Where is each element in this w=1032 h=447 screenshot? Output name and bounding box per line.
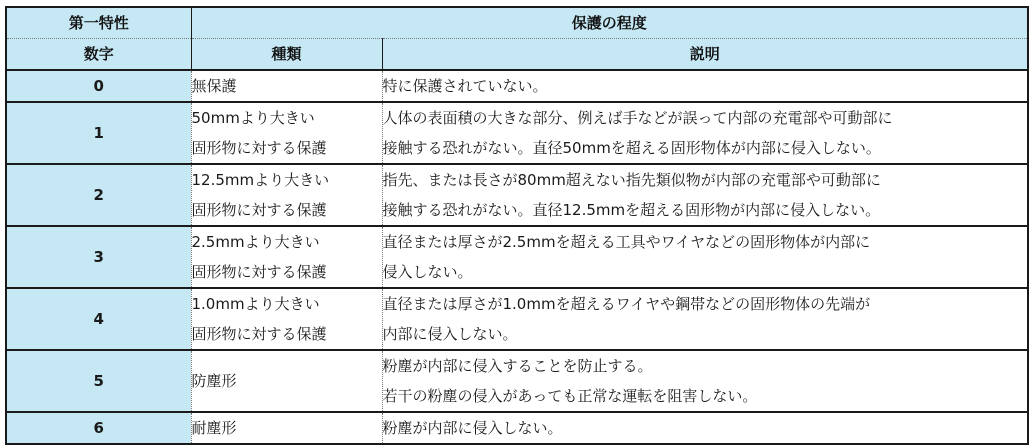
- digit-cell: 5: [6, 350, 191, 412]
- kind-text: 1.0mmより大きい: [191, 295, 320, 313]
- kind-cell: [191, 102, 382, 164]
- table-row: [6, 226, 1028, 288]
- digit-cell: 2: [6, 164, 191, 226]
- header-protection-degree: 保護の程度: [191, 7, 1028, 39]
- description-cell: [382, 102, 1028, 164]
- description-text: 内部に侵入しない。: [382, 325, 518, 343]
- header-kind: 種類: [191, 39, 382, 71]
- kind-text: 耐塵形: [191, 419, 237, 437]
- description-text: 若干の粉塵の侵入があっても正常な運転を阻害しない。: [382, 387, 758, 405]
- description-text: 接触する恐れがない。直径50mmを超える固形物体が内部に侵入しない。: [382, 139, 881, 157]
- kind-text: 2.5mmより大きい: [191, 233, 320, 251]
- digit-cell: 6: [6, 412, 191, 444]
- kind-text: 固形物に対する保護: [191, 201, 327, 219]
- kind-cell: [191, 288, 382, 350]
- description-cell: [382, 226, 1028, 288]
- kind-text: 防塵形: [191, 372, 237, 390]
- table-row: [6, 102, 1028, 164]
- description-text: 粉塵が内部に侵入しない。: [382, 419, 563, 437]
- description-text: 直径または厚さが2.5mmを超える工具やワイヤなどの固形物体が内部に: [382, 233, 871, 251]
- description-text: 粉塵が内部に侵入することを防止する。: [382, 357, 653, 375]
- description-text: 指先、または長さが80mm超えない指先類似物が内部の充電部や可動部に: [382, 171, 881, 189]
- ip-protection-table: [5, 6, 1029, 445]
- kind-cell: [191, 412, 382, 444]
- kind-text: 固形物に対する保護: [191, 325, 327, 343]
- header-description: 説明: [382, 39, 1028, 71]
- description-text: 接触する恐れがない。直径12.5mmを超える固形物が内部に侵入しない。: [382, 201, 881, 219]
- description-cell: [382, 164, 1028, 226]
- kind-cell: [191, 350, 382, 412]
- digit-cell: 1: [6, 102, 191, 164]
- description-text: 人体の表面積の大きな部分、例えば手などが誤って内部の充電部や可動部に: [382, 109, 893, 127]
- table-row: [6, 350, 1028, 412]
- kind-text: 固形物に対する保護: [191, 263, 327, 281]
- description-text: 侵入しない。: [382, 263, 473, 281]
- digit-cell: 4: [6, 288, 191, 350]
- description-cell: [382, 288, 1028, 350]
- digit-cell: 0: [6, 70, 191, 102]
- header-first-digit-line1: 第一特性: [6, 7, 191, 39]
- table-row: [6, 70, 1028, 102]
- kind-cell: [191, 164, 382, 226]
- table-row: [6, 412, 1028, 444]
- kind-text: 固形物に対する保護: [191, 139, 327, 157]
- digit-cell: 3: [6, 226, 191, 288]
- description-text: 直径または厚さが1.0mmを超えるワイヤや鋼帯などの固形物体の先端が: [382, 295, 871, 313]
- kind-text: 無保護: [191, 77, 237, 95]
- description-cell: [382, 412, 1028, 444]
- description-text: 特に保護されていない。: [382, 77, 548, 95]
- header-first-digit-line2: 数字: [6, 39, 191, 71]
- kind-cell: [191, 70, 382, 102]
- kind-cell: [191, 226, 382, 288]
- description-cell: [382, 350, 1028, 412]
- table-row: [6, 288, 1028, 350]
- kind-text: 12.5mmより大きい: [191, 171, 330, 189]
- kind-text: 50mmより大きい: [191, 109, 315, 127]
- table-row: [6, 164, 1028, 226]
- description-cell: [382, 70, 1028, 102]
